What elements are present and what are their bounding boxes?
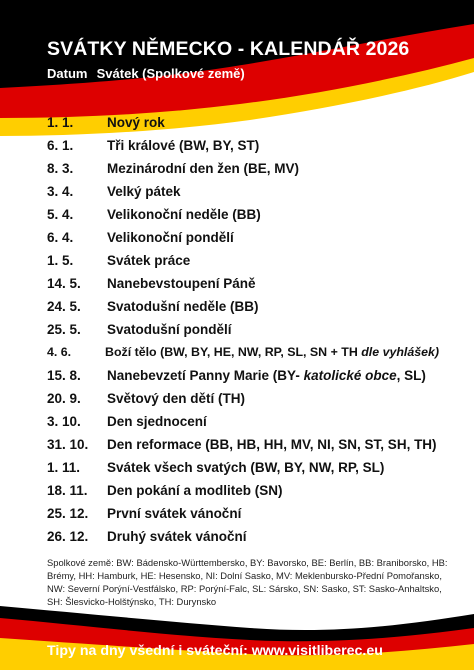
- holiday-date: 1. 1.: [47, 115, 74, 130]
- holiday-name: Nový rok: [107, 115, 165, 130]
- holiday-date: 8. 3.: [47, 161, 74, 176]
- holiday-name: Světový den dětí (TH): [107, 391, 246, 406]
- holiday-name: Mezinárodní den žen (BE, MV): [107, 161, 300, 176]
- holiday-name-suffix: , SL): [396, 368, 426, 383]
- holiday-date: 3. 4.: [47, 184, 74, 199]
- holiday-name-italic: katolické obce: [303, 368, 397, 383]
- page-title: SVÁTKY NĚMECKO - KALENDÁŘ 2026: [47, 38, 410, 60]
- holiday-date: 15. 8.: [47, 368, 81, 383]
- holiday-date: 25. 12.: [47, 506, 89, 521]
- footer-tip-link[interactable]: Tipy na dny všední i sváteční: www.visitliberec.eu: [47, 643, 383, 659]
- holiday-date: 4. 6.: [47, 345, 72, 359]
- state-abbreviations-legend: Spolkové země: BW: Bádensko-Württembersko, BY: Bavorsko, BE: Berlín, BB: Braniborsko, HB: Brémy, HH: Hamburk, HE: Hesensko, NI: Dolní Sasko, MV: Meklenbursko-Přední Pomořansko, NW: Severní Porýní-Vestfálsko, RP: Porýní-Falc, SL: Sársko, SN: Sasko, ST: Sasko-Anhaltsko, SH: Šlesvicko-Holštýnsko, TH: Durynsko: [47, 557, 448, 607]
- holiday-date: 25. 5.: [47, 322, 81, 337]
- holiday-name: Nanebevstoupení Páně: [107, 276, 256, 291]
- holiday-date: 24. 5.: [47, 299, 81, 314]
- holiday-name: Den sjednocení: [107, 414, 207, 429]
- table-header: [47, 66, 245, 81]
- holiday-date: 3. 10.: [47, 414, 81, 429]
- holiday-name: Velikonoční neděle (BB): [107, 207, 261, 222]
- holiday-date: 5. 4.: [47, 207, 74, 222]
- holiday-date: 31. 10.: [47, 437, 89, 452]
- holiday-name: Velký pátek: [107, 184, 181, 199]
- holiday-name: Svátek práce: [107, 253, 191, 268]
- holiday-name: Tři králové (BW, BY, ST): [107, 138, 260, 153]
- holiday-name: Velikonoční pondělí: [107, 230, 234, 245]
- holiday-date: 6. 4.: [47, 230, 74, 245]
- holiday-name: Den reformace (BB, HB, HH, MV, NI, SN, ST, SH, TH): [107, 437, 437, 452]
- holiday-date: 20. 9.: [47, 391, 81, 406]
- date-column-header: Datum: [47, 66, 88, 81]
- holiday-name: Svatodušní neděle (BB): [107, 299, 259, 314]
- holiday-name-main: Boží tělo (BW, BY, HE, NW, RP, SL, SN + TH: [105, 345, 362, 359]
- holiday-date: 14. 5.: [47, 276, 81, 291]
- holiday-name: Svátek všech svatých (BW, BY, NW, RP, SL): [107, 460, 385, 475]
- holiday-name: [105, 345, 439, 359]
- holiday-date: 1. 5.: [47, 253, 74, 268]
- holiday-date: 6. 1.: [47, 138, 74, 153]
- holiday-name: Druhý svátek vánoční: [107, 529, 247, 544]
- holiday-name: První svátek vánoční: [107, 506, 242, 521]
- holiday-name-main: Nanebevzetí Panny Marie (BY-: [107, 368, 304, 383]
- holiday-date: 26. 12.: [47, 529, 89, 544]
- holiday-name: Den pokání a modliteb (SN): [107, 483, 283, 498]
- holiday-name: Svatodušní pondělí: [107, 322, 232, 337]
- holiday-column-header: Svátek (Spolkové země): [96, 66, 245, 81]
- holiday-name-italic: dle vyhlášek): [361, 345, 440, 359]
- holiday-name: [107, 368, 426, 383]
- holiday-date: 18. 11.: [47, 483, 88, 498]
- holiday-date: 1. 11.: [47, 460, 81, 475]
